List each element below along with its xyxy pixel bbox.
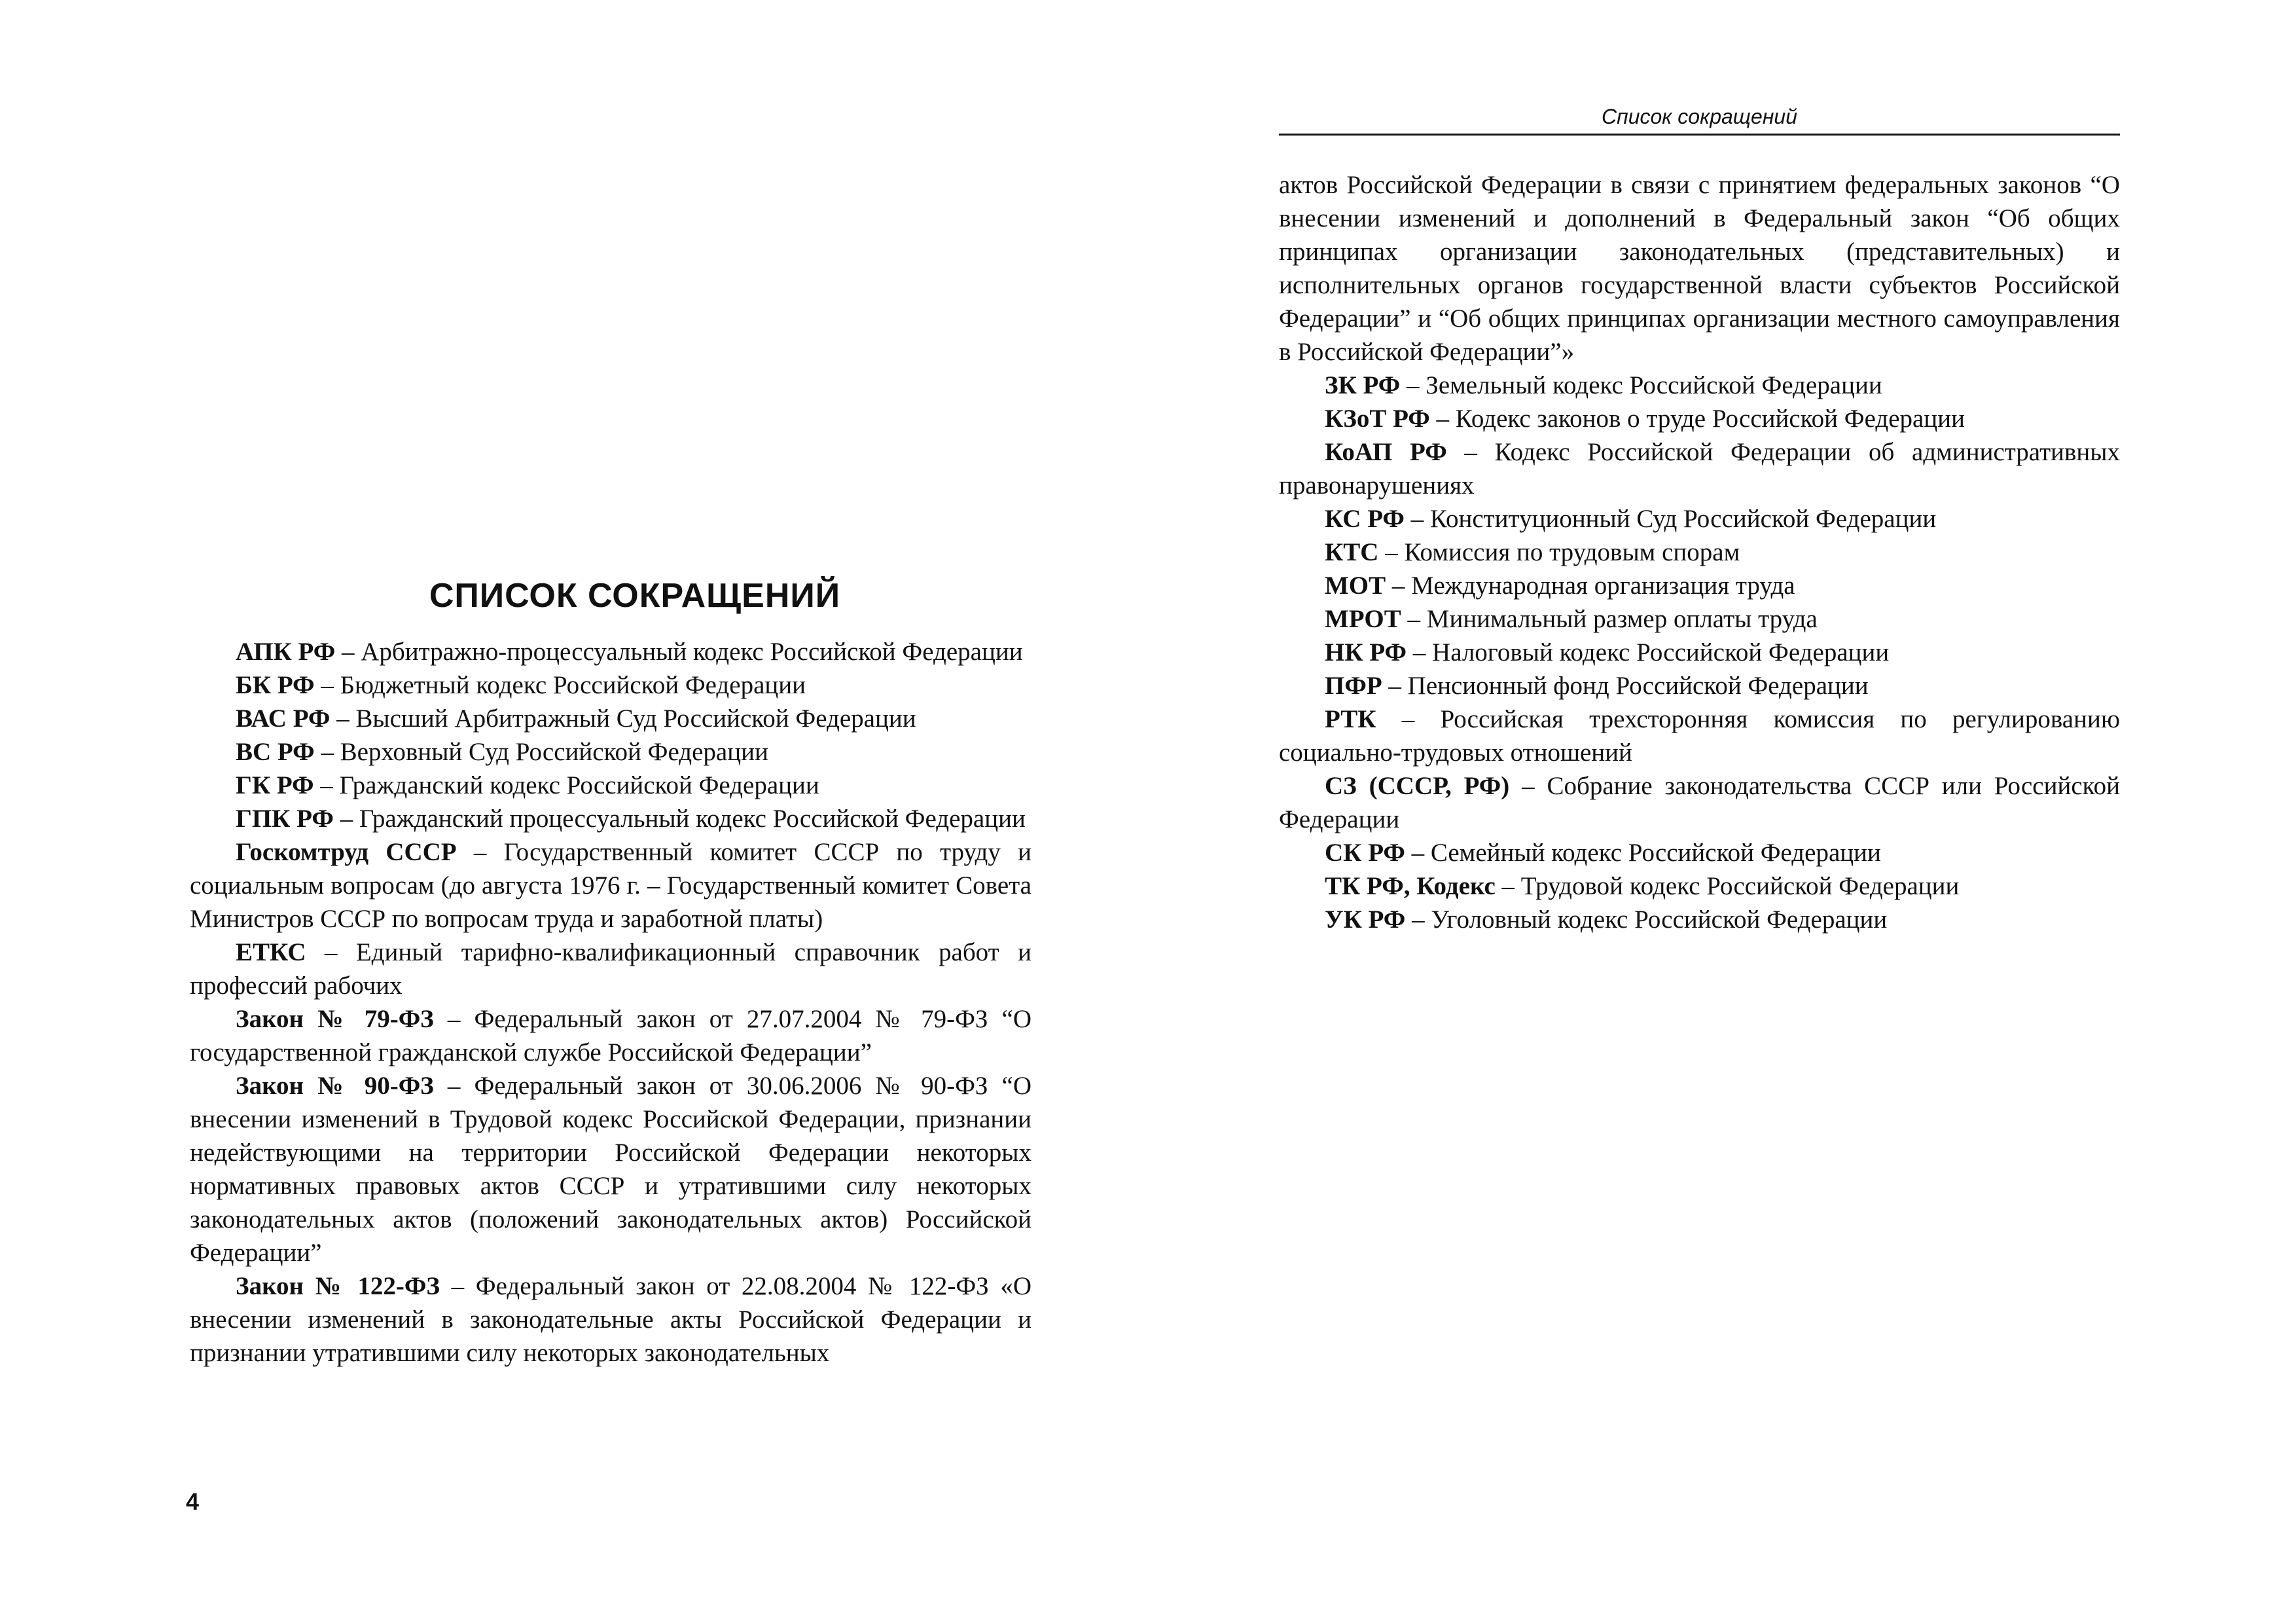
- definition: – Собрание законодательства СССР или Российской Федерации: [1279, 772, 2120, 833]
- abbreviation: СЗ (СССР, РФ): [1325, 772, 1510, 800]
- definition: – Верховный Суд Российской Федерации: [314, 738, 768, 766]
- abbreviation-list-left: [190, 635, 1031, 1370]
- definition: – Единый тарифно-квалификационный справочник работ и профессий рабочих: [190, 938, 1031, 1000]
- list-item: [190, 802, 1031, 835]
- definition: – Государственный комитет СССР по труду и социальным вопросам (до августа 1976 г. – Государственный комитет Совета Министров СССР по вопросам труда и заработной платы): [190, 838, 1031, 933]
- abbreviation: МОТ: [1325, 572, 1386, 600]
- abbreviation: Госкомтруд СССР: [236, 838, 457, 866]
- abbreviation: КС РФ: [1325, 505, 1405, 533]
- list-item: [190, 936, 1031, 1002]
- abbreviation: НК РФ: [1325, 638, 1407, 666]
- list-item: [1279, 402, 2120, 435]
- definition: – Семейный кодекс Российской Федерации: [1405, 839, 1881, 867]
- definition: – Земельный кодекс Российской Федерации: [1400, 371, 1882, 399]
- definition: – Комиссия по трудовым спорам: [1378, 538, 1740, 566]
- list-item: [1279, 602, 2120, 636]
- definition: – Высший Арбитражный Суд Российской Федерации: [330, 704, 916, 733]
- definition: – Федеральный закон от 22.08.2004 № 122-ФЗ «О внесении изменений в законодательные акты Российской Федерации и признании утратившими силу некоторых законодательных: [190, 1272, 1031, 1367]
- page-number: 4: [186, 1488, 200, 1515]
- list-item: [1279, 669, 2120, 702]
- definition: – Гражданский процессуальный кодекс Российской Федерации: [333, 805, 1026, 833]
- list-item: [1279, 836, 2120, 869]
- definition: – Федеральный закон от 27.07.2004 № 79-ФЗ “О государственной гражданской службе Российской Федерации”: [190, 1005, 1031, 1067]
- list-item: [1279, 502, 2120, 536]
- abbreviation: КТС: [1325, 538, 1379, 566]
- page-title: СПИСОК СОКРАЩЕНИЙ: [429, 577, 841, 615]
- definition: – Арбитражно-процессуальный кодекс Российской Федерации: [335, 638, 1023, 666]
- abbreviation: МРОТ: [1325, 605, 1401, 633]
- definition: – Налоговый кодекс Российской Федерации: [1407, 638, 1890, 666]
- right-page: [1148, 0, 2296, 1623]
- definition: – Трудовой кодекс Российской Федерации: [1495, 872, 1960, 900]
- definition: – Федеральный закон от 30.06.2006 № 90-ФЗ “О внесении изменений в Трудовой кодекс Российской Федерации, признании недействующими на территории Российской Федерации некоторых нормативных правовых актов СССР и утратившими силу некоторых законодательных актов (положений законодательных актов) Российской Федерации”: [190, 1072, 1031, 1267]
- list-item: [1279, 435, 2120, 502]
- list-item: [190, 1269, 1031, 1370]
- definition: – Пенсионный фонд Российской Федерации: [1382, 672, 1869, 700]
- abbreviation: ГК РФ: [236, 771, 314, 799]
- abbreviation: АПК РФ: [236, 638, 336, 666]
- list-item: [190, 635, 1031, 668]
- definition: – Бюджетный кодекс Российской Федерации: [314, 671, 806, 699]
- definition: – Кодекс законов о труде Российской Федерации: [1429, 405, 1965, 433]
- abbreviation: СК РФ: [1325, 839, 1405, 867]
- abbreviation: Закон № 90-ФЗ: [236, 1072, 434, 1100]
- definition: – Гражданский кодекс Российской Федерации: [314, 771, 819, 799]
- list-item: [190, 769, 1031, 802]
- definition: – Кодекс Российской Федерации об административных правонарушениях: [1279, 438, 2120, 500]
- definition: – Конституционный Суд Российской Федерации: [1404, 505, 1937, 533]
- definition: – Минимальный размер оплаты труда: [1401, 605, 1818, 633]
- abbreviation: КЗоТ РФ: [1325, 405, 1430, 433]
- definition: – Международная организация труда: [1386, 572, 1795, 600]
- list-item: [190, 1002, 1031, 1069]
- abbreviation: ПФР: [1325, 672, 1382, 700]
- abbreviation: Закон № 79-ФЗ: [236, 1005, 434, 1033]
- list-item: [190, 1069, 1031, 1269]
- list-item: [1279, 869, 2120, 903]
- list-item: [1279, 903, 2120, 936]
- abbreviation: КоАП РФ: [1325, 438, 1447, 466]
- list-item: [190, 835, 1031, 936]
- definition: – Уголовный кодекс Российской Федерации: [1405, 905, 1888, 934]
- abbreviation: ЗК РФ: [1325, 371, 1401, 399]
- list-item: [190, 702, 1031, 735]
- continuation-text: актов Российской Федерации в связи с принятием федеральных законов “О внесении изменений и дополнений в Федеральный закон “Об общих принципах организации законодательных (представительных) и исполнительных органов государственной власти субъектов Российской Федерации” и “Об общих принципах организации местного самоуправления в Российской Федерации”»: [1279, 171, 2120, 366]
- abbreviation: ВАС РФ: [236, 704, 331, 733]
- abbreviation: Закон № 122-ФЗ: [236, 1272, 440, 1300]
- header-divider: [1279, 134, 2120, 136]
- abbreviation: БК РФ: [236, 671, 315, 699]
- list-item: [1279, 536, 2120, 569]
- abbreviation: ЕТКС: [236, 938, 306, 966]
- list-item: [1279, 769, 2120, 836]
- abbreviation-list-right: [1279, 168, 2120, 936]
- abbreviation: ТК РФ, Кодекс: [1325, 872, 1496, 900]
- list-item: [1279, 569, 2120, 602]
- list-item: [1279, 702, 2120, 769]
- running-head: Список сокращений: [1601, 105, 1798, 128]
- abbreviation: ГПК РФ: [236, 805, 334, 833]
- list-item: [1279, 369, 2120, 402]
- list-item: [1279, 636, 2120, 669]
- list-item: [190, 668, 1031, 702]
- definition: – Российская трехсторонняя комиссия по регулированию социально-трудовых отношений: [1279, 705, 2120, 767]
- list-item: [190, 735, 1031, 769]
- abbreviation: РТК: [1325, 705, 1376, 733]
- abbreviation: УК РФ: [1325, 905, 1406, 934]
- abbreviation: ВС РФ: [236, 738, 315, 766]
